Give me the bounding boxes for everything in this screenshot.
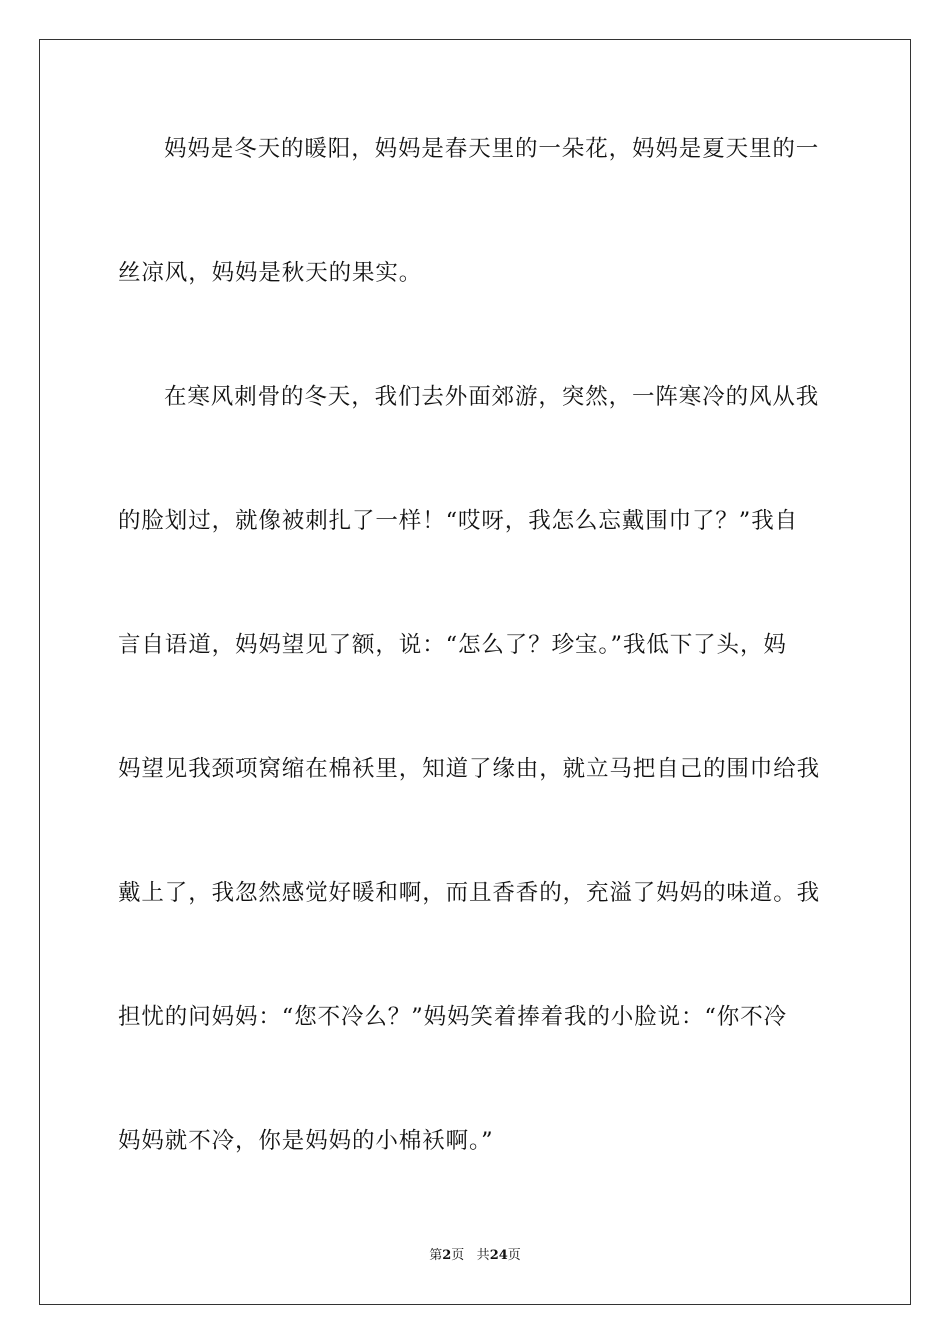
page-border [39, 39, 911, 1305]
text-line: 丝凉风，妈妈是秋天的果实。 [118, 260, 423, 286]
footer-page-suffix: 页 [451, 1248, 465, 1263]
text-line: 在寒风刺骨的冬天，我们去外面郊游，突然，一阵寒冷的风从我 [164, 384, 820, 410]
text-line: 担忧的问妈妈：“您不冷么？”妈妈笑着捧着我的小脸说：“你不冷 [118, 1004, 788, 1030]
footer-total-prefix: 共 [476, 1248, 490, 1263]
text-line: 妈妈是冬天的暖阳，妈妈是春天里的一朵花，妈妈是夏天里的一 [164, 136, 820, 162]
text-line: 言自语道，妈妈望见了额，说：“怎么了？珍宝。”我低下了头，妈 [118, 632, 787, 658]
text-line: 的脸划过，就像被刺扎了一样！“哎呀，我怎么忘戴围巾了？”我自 [118, 508, 799, 534]
current-page-number: 2 [442, 1248, 452, 1263]
text-line: 戴上了，我忽然感觉好暖和啊，而且香香的，充溢了妈妈的味道。我 [118, 880, 821, 906]
page-number-footer [0, 1247, 950, 1265]
footer-prefix: 第 [429, 1248, 443, 1263]
footer-total-suffix: 页 [507, 1248, 521, 1263]
text-line: 妈妈就不冷，你是妈妈的小棉袄啊。” [118, 1128, 494, 1154]
text-line: 妈望见我颈项窝缩在棉袄里，知道了缘由，就立马把自己的围巾给我 [118, 756, 821, 782]
total-page-count: 24 [489, 1248, 508, 1263]
